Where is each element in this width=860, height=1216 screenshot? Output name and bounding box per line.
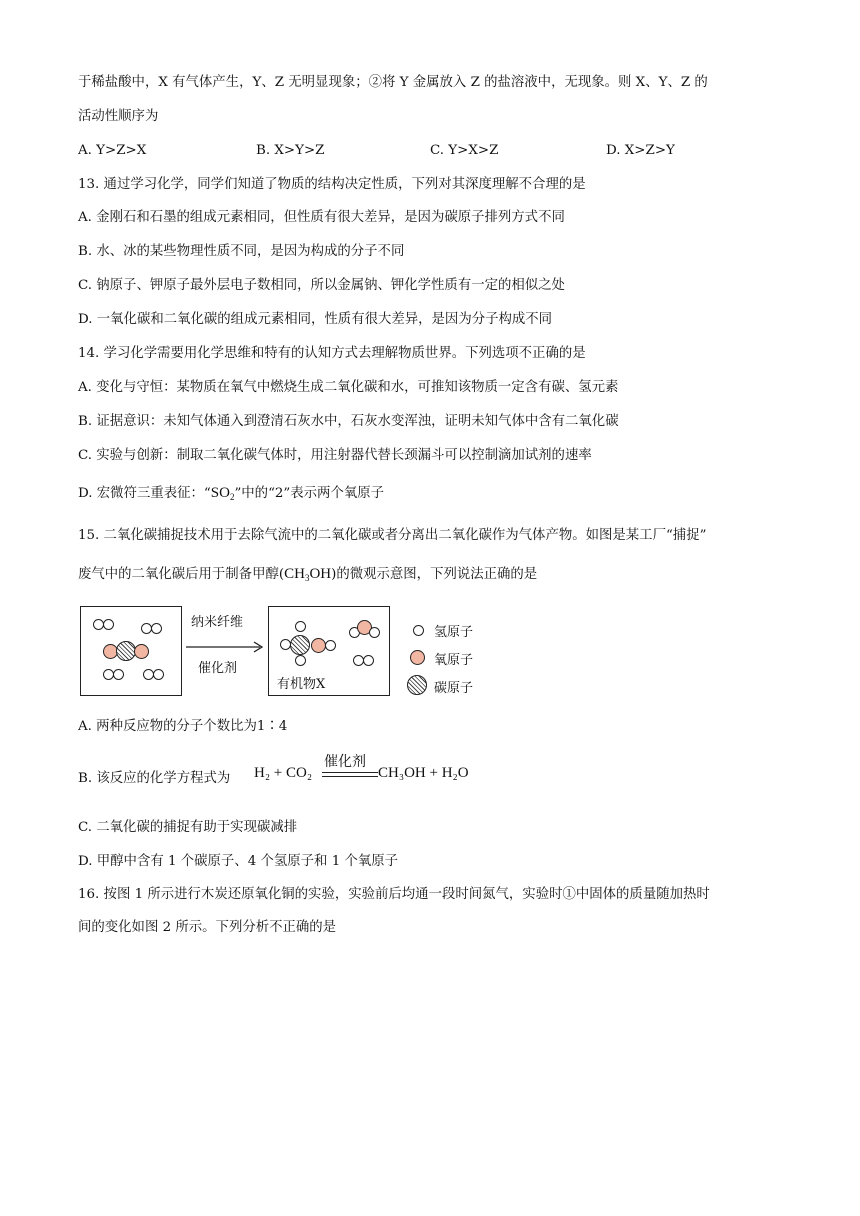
q13-stem: 13. 通过学习化学，同学们知道了物质的结构决定性质，下列对其深度理解不合理的是 <box>78 177 586 192</box>
hydrogen-atom <box>113 669 124 680</box>
q12-options <box>78 141 798 161</box>
q13-option-b: B. 水、冰的某些物理性质不同，是因为构成的分子不同 <box>78 244 405 259</box>
hydrogen-atom <box>153 669 164 680</box>
q15-stem-line1: 15. 二氧化碳捕捉技术用于去除气流中的二氧化碳或者分离出二氧化碳作为气体产物。如图是某工厂“捕捉” <box>78 528 707 543</box>
hydrogen-atom <box>103 619 114 630</box>
equation-bar-bottom <box>322 776 378 777</box>
equation-catalyst: 催化剂 <box>324 754 366 770</box>
q15-option-a: A. 两种反应物的分子个数比为1∶4 <box>78 719 288 734</box>
q14-stem: 14. 学习化学需要用化学思维和特有的认知方式去理解物质世界。下列选项不正确的是 <box>78 346 586 361</box>
so2-formula: $SO_2$ <box>210 485 235 502</box>
q14-option-d: D. 宏微符三重表征：“$SO_2$”中的“2”表示两个氧原子 <box>78 485 385 502</box>
q12-option-b: B. X>Y>Z <box>256 143 325 158</box>
q14-option-a: A. 变化与守恒：某物质在氧气中燃烧生成二氧化碳和水，可推知该物质一定含有碳、氢元素 <box>78 380 619 395</box>
hydrogen-atom <box>363 655 374 666</box>
legend-hydrogen-label: 氢原子 <box>434 625 474 640</box>
methanol-formula: $CH_3OH$ <box>284 566 332 583</box>
q15-stem-line2: 废气中的二氧化碳后用于制备甲醇$(CH_3OH)$的微观示意图，下列说法正确的是 <box>78 566 538 583</box>
q12-line2: 活动性顺序为 <box>78 109 159 124</box>
q12-option-c: C. Y>X>Z <box>430 143 499 158</box>
arrow-label-bottom: 催化剂 <box>198 661 238 676</box>
reaction-arrow-icon <box>184 640 268 654</box>
q12-line1: 于稀盐酸中，X 有气体产生，Y、Z 无明显现象；②将 Y 金属放入 Z 的盐溶液中，无现象。则 X、Y、Z 的 <box>78 75 708 90</box>
carbon-atom <box>116 641 136 661</box>
q14-option-c: C. 实验与创新：制取二氧化碳气体时，用注射器代替长颈漏斗可以控制滴加试剂的速率 <box>78 448 592 463</box>
equation-reactants: H₂ + CO₂ <box>254 765 313 781</box>
q13-option-c: C. 钠原子、钾原子最外层电子数相同，所以金属钠、钾化学性质有一定的相似之处 <box>78 278 565 293</box>
q13-option-a: A. 金刚石和石墨的组成元素相同，但性质有很大差异，是因为碳原子排列方式不同 <box>78 210 565 225</box>
legend-carbon-label: 碳原子 <box>434 681 474 696</box>
legend-oxygen-icon <box>410 650 425 665</box>
legend-oxygen-label: 氧原子 <box>434 653 474 668</box>
hydrogen-atom <box>151 623 162 634</box>
q15-option-d: D. 甲醇中含有 1 个碳原子、4 个氢原子和 1 个氧原子 <box>78 854 399 869</box>
q16-line1: 16. 按图 1 所示进行木炭还原氧化铜的实验，实验前后均通一段时间氮气，实验时①中固体的质量随加热时 <box>78 887 710 902</box>
equation-products: CH₃OH + H₂O <box>378 765 469 781</box>
hydrogen-atom <box>369 627 380 638</box>
legend-hydrogen-icon <box>413 625 424 636</box>
legend-carbon-icon <box>407 675 427 695</box>
equation-bar-top <box>322 772 378 773</box>
reactant-box <box>80 606 182 696</box>
hydrogen-atom <box>295 655 306 666</box>
q14-option-b: B. 证据意识：未知气体通入到澄清石灰水中，石灰水变浑浊，证明未知气体中含有二氧化碳 <box>78 414 619 429</box>
q15-option-b: B. 该反应的化学方程式为 H₂ + CO₂ 催化剂 CH₃OH + H₂O <box>78 757 638 797</box>
arrow-label-top: 纳米纤维 <box>191 615 244 630</box>
product-label: 有机物X <box>277 677 326 692</box>
q12-option-a: A. Y>Z>X <box>78 143 147 158</box>
hydrogen-atom <box>325 640 336 651</box>
product-box <box>268 606 390 696</box>
oxygen-atom <box>134 644 149 659</box>
oxygen-atom <box>311 638 326 653</box>
carbon-atom <box>290 635 310 655</box>
q15-option-c: C. 二氧化碳的捕捉有助于实现碳减排 <box>78 820 298 835</box>
hydrogen-atom <box>295 621 306 632</box>
q16-line2: 间的变化如图 2 所示。下列分析不正确的是 <box>78 920 337 935</box>
q12-option-d: D. X>Z>Y <box>606 143 675 158</box>
q13-option-d: D. 一氧化碳和二氧化碳的组成元素相同，性质有很大差异，是因为分子构成不同 <box>78 312 553 327</box>
